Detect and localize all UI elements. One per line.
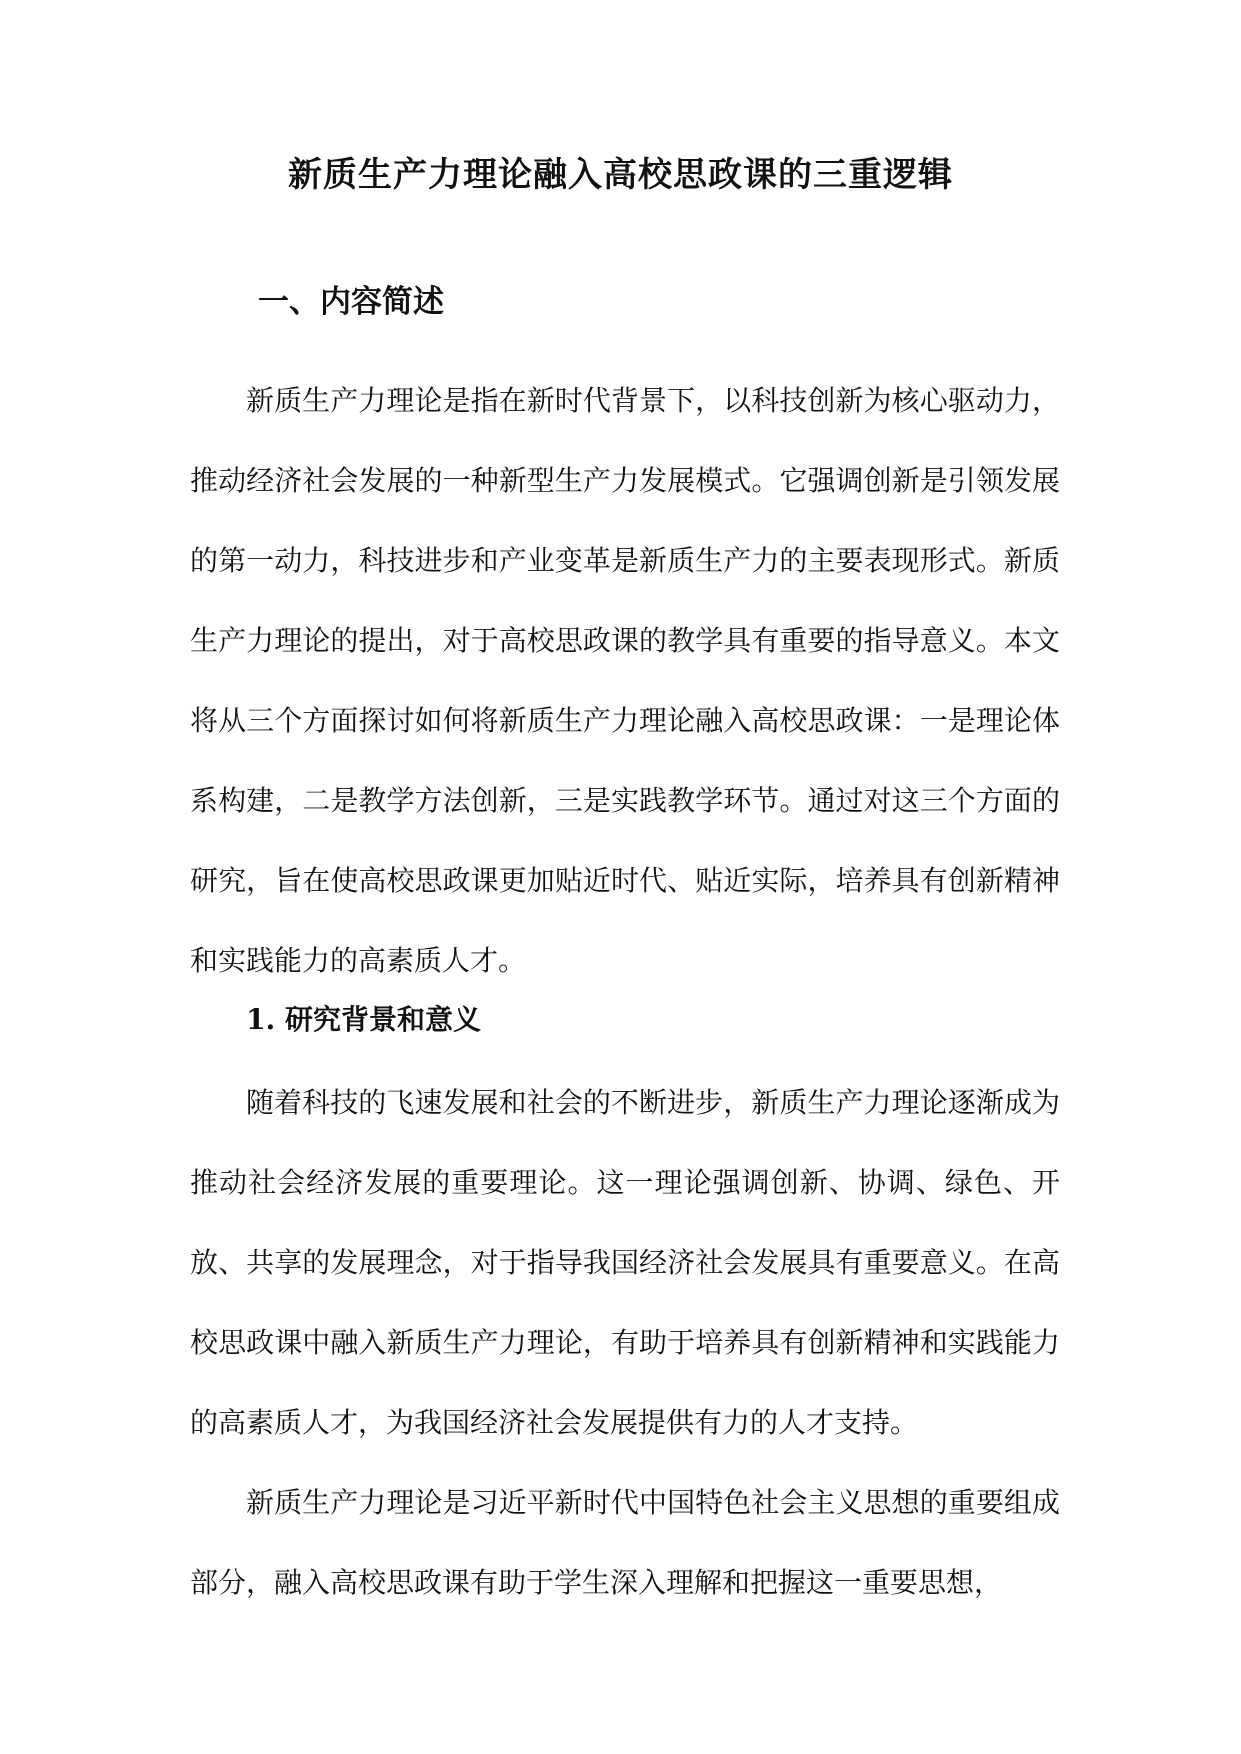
document-title: 新质生产力理论融入高校思政课的三重逻辑 (288, 155, 953, 195)
paragraph-intro: 新质生产力理论是指在新时代背景下，以科技创新为核心驱动力，推动经济社会发展的一种新型生产力发展模式。它强调创新是引领发展的第一动力，科技进步和产业变革是新质生产力的主要表现形式。新质生产力理论的提出，对于高校思政课的教学具有重要的指导意义。本文将从三个方面探讨如何将新质生产力理论融入高校思政课：一是理论体系构建，二是教学方法创新，三是实践教学环节。通过对这三个方面的研究，旨在使高校思政课更加贴近时代、贴近实际，培养具有创新精神和实践能力的高素质人才。 (190, 384, 1060, 977)
section-heading: 一、内容简述 (258, 284, 444, 320)
paragraph-background: 随着科技的飞速发展和社会的不断进步，新质生产力理论逐渐成为推动社会经济发展的重要理论。这一理论强调创新、协调、绿色、开放、共享的发展理念，对于指导我国经济社会发展具有重要意义。在高校思政课中融入新质生产力理论，有助于培养具有创新精神和实践能力的高素质人才，为我国经济社会发展提供有力的人才支持。 (190, 1086, 1060, 1439)
paragraph-significance: 新质生产力理论是习近平新时代中国特色社会主义思想的重要组成部分，融入高校思政课有助于学生深入理解和把握这一重要思想， (190, 1486, 1060, 1599)
subsection-heading: 1. 研究背景和意义 (246, 1003, 481, 1036)
